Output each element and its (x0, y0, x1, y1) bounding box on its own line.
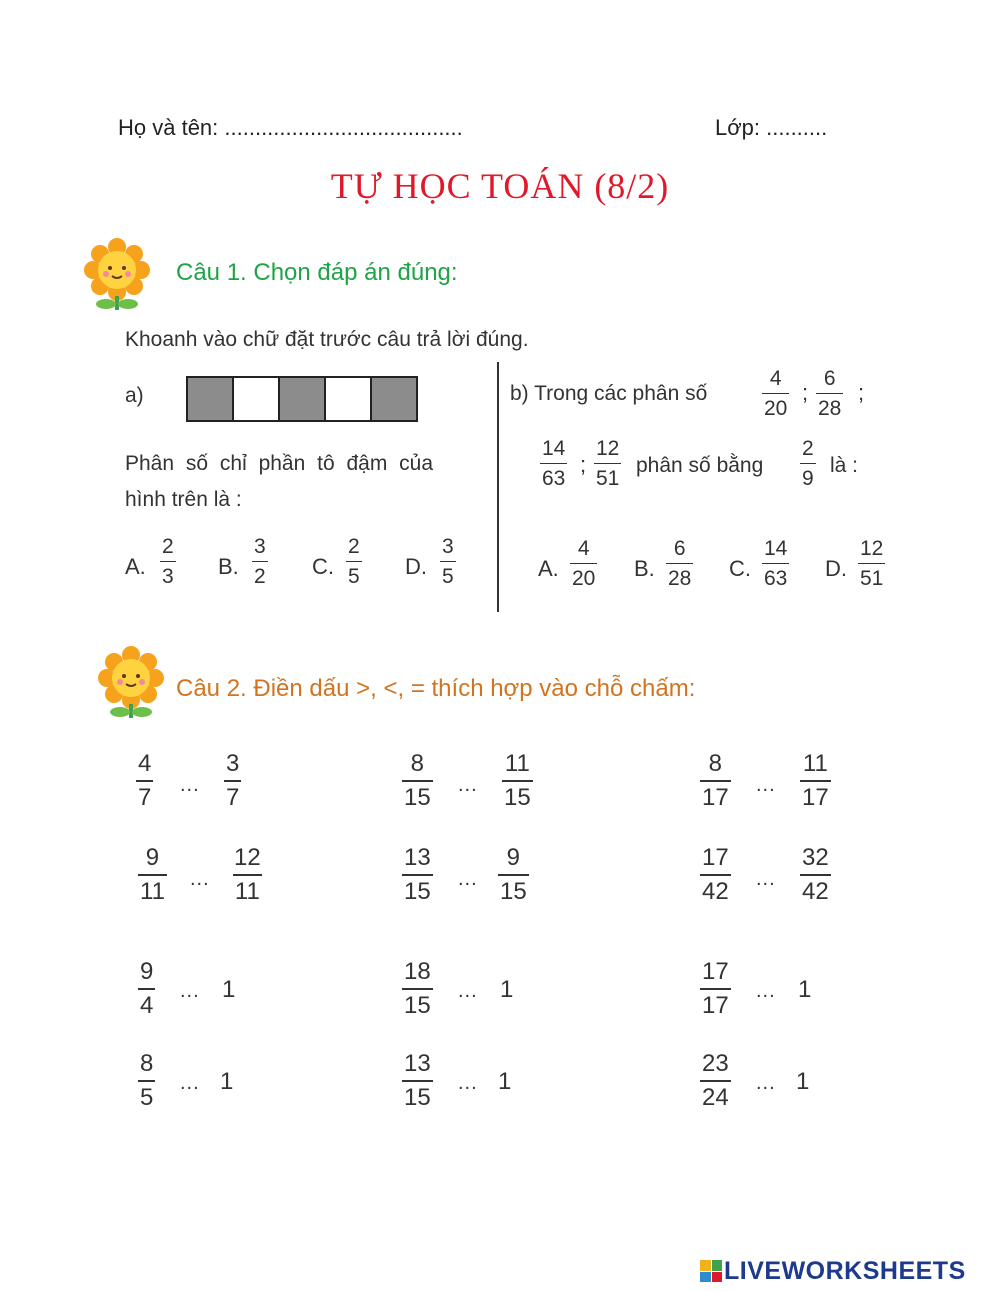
option-d-fraction[interactable]: $\frac{3}{5}$ (442, 535, 454, 588)
compare-right-one: 1 (798, 976, 812, 1003)
option-c-fraction[interactable]: $\frac{14}{63}$ (764, 537, 788, 590)
fraction-2-9: $\frac{2}{9}$ (802, 437, 814, 490)
compare-right-one: 1 (498, 1068, 512, 1095)
option-c-label[interactable]: C. (729, 556, 751, 581)
strip-cell-shaded (372, 378, 416, 420)
compare-right-one: 1 (220, 1068, 234, 1095)
option-d-fraction[interactable]: $\frac{12}{51}$ (860, 537, 884, 590)
part-b-text-mid: phân số bằng (636, 454, 764, 477)
part-b-question: b) Trong các phân số (510, 382, 708, 405)
separator: ; (580, 452, 587, 477)
compare-right-one: 1 (500, 976, 514, 1003)
part-a-label: a) (125, 384, 144, 407)
compare-blank[interactable]: ... (756, 1072, 776, 1094)
compare-right-one: 1 (222, 976, 236, 1003)
option-c-label[interactable]: C. (312, 554, 334, 579)
compare-right-fraction: $\frac{32}{42}$ (802, 844, 829, 905)
strip-cell-shaded (188, 378, 234, 420)
sunflower-icon (78, 234, 156, 312)
name-field: Họ và tên: ....................................... (118, 115, 463, 140)
q1-instruction: Khoanh vào chữ đặt trước câu trả lời đúng. (125, 328, 529, 351)
brand-name: LIVEWORKSHEETS (724, 1256, 966, 1285)
compare-left-fraction: $\frac{17}{17}$ (702, 958, 729, 1019)
compare-blank[interactable]: ... (458, 1072, 478, 1094)
part-a-question-line2: hình trên là : (125, 488, 242, 511)
compare-blank[interactable]: ... (180, 774, 200, 796)
compare-left-fraction: $\frac{9}{4}$ (140, 958, 154, 1019)
fraction-14-63: $\frac{14}{63}$ (542, 437, 566, 490)
compare-left-fraction: $\frac{13}{15}$ (404, 1050, 431, 1111)
compare-left-fraction: $\frac{13}{15}$ (404, 844, 431, 905)
option-b-fraction[interactable]: $\frac{6}{28}$ (668, 537, 692, 590)
compare-left-fraction: $\frac{18}{15}$ (404, 958, 431, 1019)
option-a-label[interactable]: A. (125, 554, 146, 579)
question-1-heading: Câu 1. Chọn đáp án đúng: (176, 259, 458, 286)
strip-cell-shaded (280, 378, 326, 420)
compare-right-fraction: $\frac{3}{7}$ (226, 750, 240, 811)
compare-blank[interactable]: ... (180, 1072, 200, 1094)
compare-left-fraction: $\frac{8}{5}$ (140, 1050, 154, 1111)
strip-cell-empty (234, 378, 280, 420)
option-d-label[interactable]: D. (405, 554, 427, 579)
option-a-fraction[interactable]: $\frac{4}{20}$ (572, 537, 596, 590)
option-a-fraction[interactable]: $\frac{2}{3}$ (162, 535, 174, 588)
option-b-label[interactable]: B. (634, 556, 655, 581)
separator: ; (858, 380, 865, 405)
fraction-4-20: $\frac{4}{20}$ (764, 367, 788, 420)
liveworksheets-logo[interactable] (700, 1257, 966, 1285)
part-b-text-end: là : (830, 454, 859, 477)
option-b-fraction[interactable]: $\frac{3}{2}$ (254, 535, 266, 588)
compare-left-fraction: $\frac{8}{15}$ (404, 750, 431, 811)
option-c-fraction[interactable]: $\frac{2}{5}$ (348, 535, 360, 588)
compare-left-fraction: $\frac{4}{7}$ (138, 750, 152, 811)
option-a-label[interactable]: A. (538, 556, 559, 581)
compare-right-fraction: $\frac{12}{11}$ (234, 844, 261, 905)
question-2-heading: Câu 2. Điền dấu >, <, = thích hợp vào chỗ chấm: (176, 675, 696, 702)
compare-blank[interactable]: ... (190, 868, 210, 890)
logo-cube-icon (700, 1260, 722, 1282)
strip-cell-empty (326, 378, 372, 420)
shaded-strip (186, 376, 418, 422)
compare-left-fraction: $\frac{9}{11}$ (140, 844, 165, 905)
compare-blank[interactable]: ... (756, 980, 776, 1002)
compare-blank[interactable]: ... (458, 774, 478, 796)
compare-blank[interactable]: ... (458, 868, 478, 890)
compare-right-fraction: $\frac{11}{17}$ (802, 750, 829, 811)
sunflower-icon (92, 642, 170, 720)
compare-blank[interactable]: ... (180, 980, 200, 1002)
compare-right-fraction: $\frac{11}{15}$ (504, 750, 531, 811)
fraction-12-51: $\frac{12}{51}$ (596, 437, 620, 490)
separator: ; (802, 380, 809, 405)
class-field: Lớp: .......... (715, 115, 828, 140)
compare-left-fraction: $\frac{17}{42}$ (702, 844, 729, 905)
compare-left-fraction: $\frac{8}{17}$ (702, 750, 729, 811)
column-divider (497, 362, 499, 612)
compare-blank[interactable]: ... (756, 774, 776, 796)
part-a-question-line1: Phân số chỉ phần tô đậm của (125, 452, 434, 475)
fraction-6-28: $\frac{6}{28}$ (818, 367, 842, 420)
option-b-label[interactable]: B. (218, 554, 239, 579)
compare-right-fraction: $\frac{9}{15}$ (500, 844, 527, 905)
compare-right-one: 1 (796, 1068, 810, 1095)
compare-blank[interactable]: ... (458, 980, 478, 1002)
compare-left-fraction: $\frac{23}{24}$ (702, 1050, 729, 1111)
compare-blank[interactable]: ... (756, 868, 776, 890)
page-title: TỰ HỌC TOÁN (8/2) (330, 166, 670, 206)
option-d-label[interactable]: D. (825, 556, 847, 581)
